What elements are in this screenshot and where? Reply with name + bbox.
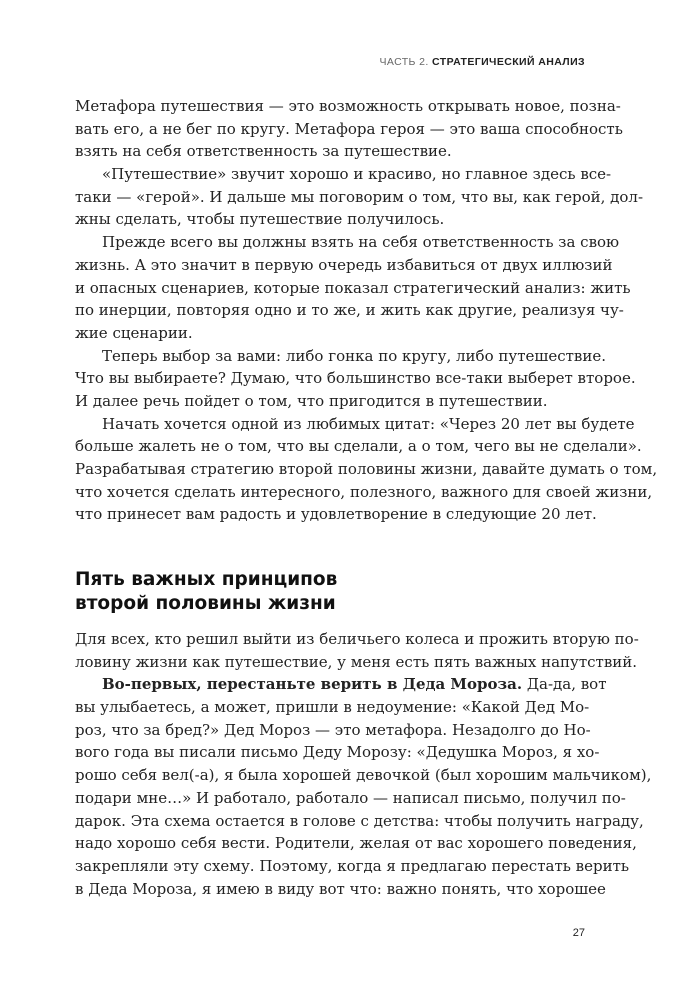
text-line: надо хорошо себя вести. Родители, желая от вас хорошего поведения, [75,834,637,853]
section-heading [75,568,586,616]
text-line: И далее речь пойдет о том, что пригодится в путешествии. [75,391,548,410]
text-line: что принесет вам радость и удовлетворение в следующие 20 лет. [75,505,597,524]
text-line: «Путешествие» звучит хорошо и красиво, но главное здесь все- [102,165,612,184]
text-line: Теперь выбор за вами: либо гонка по кругу, либо путешествие. [102,346,606,365]
text-line [75,673,607,696]
running-head-part: ЧАСТЬ 2. [379,56,429,68]
text-line: дарок. Эта схема остается в голове с детства: чтобы получить награду, [75,811,644,830]
text-line: ловину жизни как путешествие, у меня есть пять важных напутствий. [75,652,638,671]
text-line: жие сценарии. [75,323,193,342]
text-line: рошо себя вел(-а), я была хорошей девочкой (был хорошим мальчиком), [75,766,652,785]
text-line: роз, что за бред?» Дед Мороз — это метафора. Незадолго до Но- [75,720,591,739]
running-head-section: СТРАТЕГИЧЕСКИЙ АНАЛИЗ [432,56,585,68]
text-line: Что вы выбираете? Думаю, что большинство все-таки выберет второе. [75,369,636,388]
text-block-intro [75,95,658,526]
text-line: больше жалеть не о том, что вы сделали, а о том, чего вы не сделали». [75,437,642,456]
text-line: вы улыбаетесь, а может, пришли в недоумение: «Какой Дед Мо- [75,698,590,717]
text-line: вого года вы писали письмо Деду Морозу: «Дедушка Мороз, я хо- [75,743,600,762]
running-head [380,56,585,68]
section-heading-line: второй половины жизни [75,593,336,614]
text-fragment: Да-да, вот [522,675,607,694]
text-block-principles [75,628,652,900]
text-line: и опасных сценариев, которые показал стратегический анализ: жить [75,278,631,297]
text-line: закрепляли эту схему. Поэтому, когда я предлагаю перестать верить [75,856,630,875]
text-line: подари мне…» И работало, работало — написал письмо, получил по- [75,788,626,807]
text-line: Для всех, кто решил выйти из беличьего колеса и прожить вторую по- [75,630,639,648]
text-line: жны сделать, чтобы путешествие получилось. [75,210,445,229]
text-line: Метафора путешествия — это возможность открывать новое, позна- [75,97,621,115]
text-line: таки — «герой». И дальше мы поговорим о том, что вы, как герой, дол- [75,187,644,206]
text-line: жизнь. А это значит в первую очередь избавиться от двух иллюзий [75,255,613,274]
principle-title: Во-первых, перестаньте верить в Деда Мороза. [102,675,523,694]
text-line: Прежде всего вы должны взять на себя ответственность за свою [102,233,620,252]
text-line: в Деда Мороза, я имею в виду вот что: важно понять, что хорошее [75,879,606,898]
text-line: вать его, а не бег по кругу. Метафора героя — это ваша способность [75,119,623,138]
text-line: Разрабатывая стратегию второй половины жизни, давайте думать о том, [75,460,658,478]
text-line: что хочется сделать интересного, полезного, важного для своей жизни, [75,482,653,501]
section-heading-line: Пять важных принципов [75,569,338,590]
page-number: 27 [572,927,585,939]
text-line: взять на себя ответственность за путешествие. [75,142,452,161]
text-line: Начать хочется одной из любимых цитат: «Через 20 лет вы будете [102,414,635,433]
text-line: по инерции, повторяя одно и то же, и жить как другие, реализуя чу- [75,301,624,320]
